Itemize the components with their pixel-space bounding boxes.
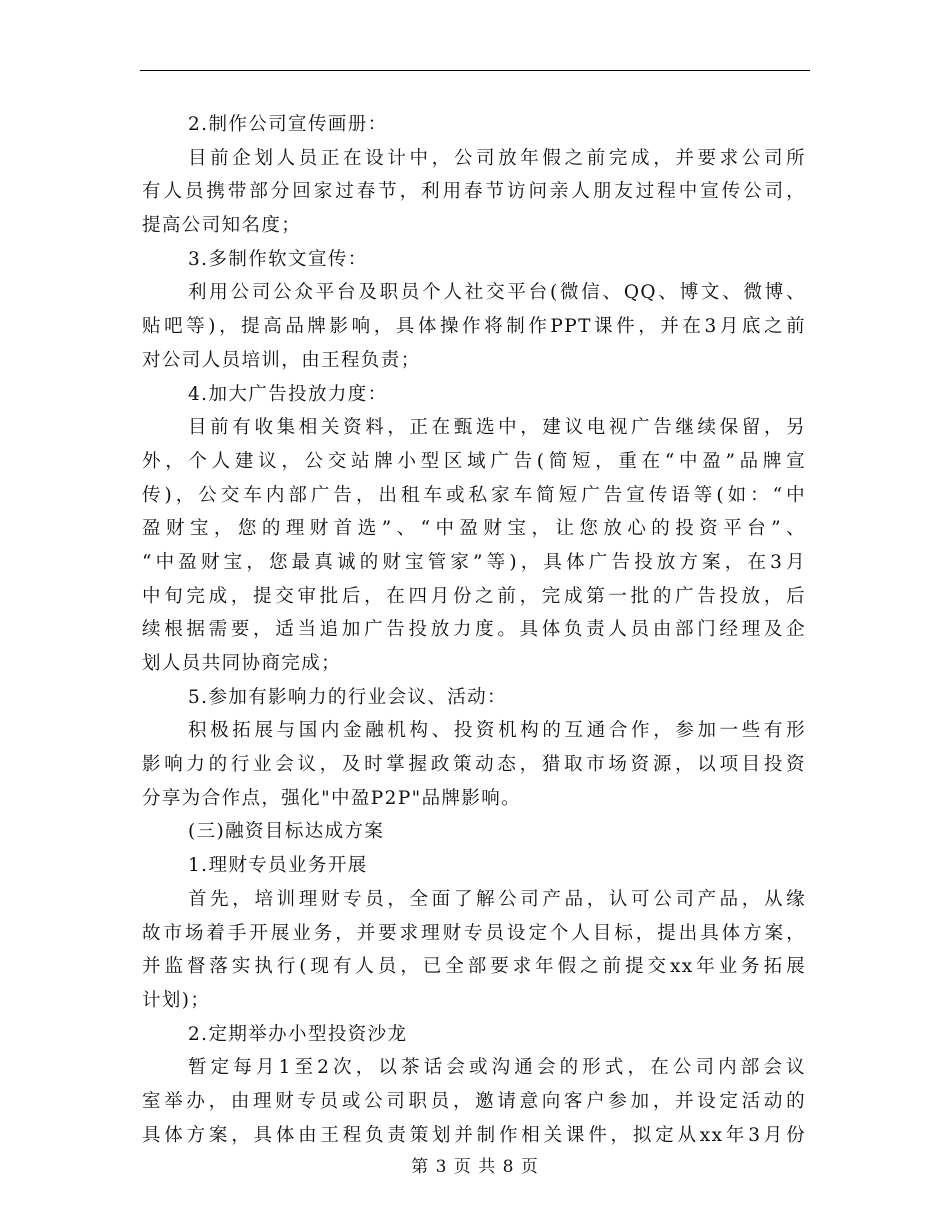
text-line: 并监督落实执行(现有人员，已全部要求年假之前提交xx年业务拓展 xyxy=(142,956,806,978)
text-line: 首先，培训理财专员，全面了解公司产品，认可公司产品，从缘 xyxy=(188,888,806,910)
text-line: 具体方案，具体由王程负责策划并制作相关课件，拟定从xx年3月份 xyxy=(142,1124,806,1146)
text-line: 室举办，由理财专员或公司职员，邀请意向客户参加，并设定活动的 xyxy=(142,1090,806,1112)
text-line: 续根据需要，适当追加广告投放力度。具体负责人员由部门经理及企 xyxy=(142,619,806,641)
document-body xyxy=(142,108,806,1152)
text-line: 盈财宝，您的理财首选”、“中盈财宝，让您放心的投资平台”、 xyxy=(142,518,806,540)
text-line: 利用公司公众平台及职员个人社交平台(微信、QQ、博文、微博、 xyxy=(188,282,806,304)
text-line: 中旬完成，提交审批后，在四月份之前，完成第一批的广告投放，后 xyxy=(142,585,806,607)
text-line: 外，个人建议，公交站牌小型区域广告(简短，重在“中盈”品牌宣 xyxy=(142,450,806,472)
text-line: “中盈财宝，您最真诚的财宝管家”等)，具体广告投放方案，在3月 xyxy=(142,551,806,573)
text-line: 对公司人员培训，由王程负责； xyxy=(142,349,421,371)
text-line: 提高公司知名度； xyxy=(142,215,302,237)
text-line: 分享为合作点，强化"中盈P2P"品牌影响。 xyxy=(142,787,522,809)
text-line: 划人员共同协商完成； xyxy=(142,653,342,674)
text-line: 影响力的行业会议，及时掌握政策动态，猎取市场资源，以项目投资 xyxy=(142,754,806,776)
text-line: 传)，公交车内部广告，出租车或私家车简短广告宣传语等(如：“中 xyxy=(142,484,806,506)
text-line: 计划)； xyxy=(142,989,211,1011)
text-line: 暂定每月1至2次，以茶话会或沟通会的形式，在公司内部会议 xyxy=(188,1057,806,1079)
text-line: 目前企划人员正在设计中，公司放年假之前完成，并要求公司所 xyxy=(188,147,806,169)
text-line: 3.多制作软文宣传： xyxy=(188,248,368,270)
text-line: 有人员携带部分回家过春节，利用春节访问亲人朋友过程中宣传公司， xyxy=(142,181,806,203)
text-line: 贴吧等)，提高品牌影响，具体操作将制作PPT课件，并在3月底之前 xyxy=(142,316,806,338)
text-line: 1.理财专员业务开展 xyxy=(188,855,368,877)
header-rule xyxy=(140,70,810,71)
text-line: 5.参加有影响力的行业会议、活动： xyxy=(188,686,507,708)
page-footer: 第 3 页 共 8 页 xyxy=(411,1157,539,1177)
text-line: (三)融资目标达成方案 xyxy=(188,821,385,843)
text-line: 目前有收集相关资料，正在甄选中，建议电视广告继续保留，另 xyxy=(188,417,806,439)
text-line: 故市场着手开展业务，并要求理财专员设定个人目标，提出具体方案， xyxy=(142,922,806,944)
text-line: 2.制作公司宣传画册： xyxy=(188,114,388,135)
text-line: 积极拓展与国内金融机构、投资机构的互通合作，参加一些有形 xyxy=(188,720,806,742)
text-line: 4.加大广告投放力度： xyxy=(188,383,388,405)
text-line: 2.定期举办小型投资沙龙 xyxy=(188,1023,408,1045)
